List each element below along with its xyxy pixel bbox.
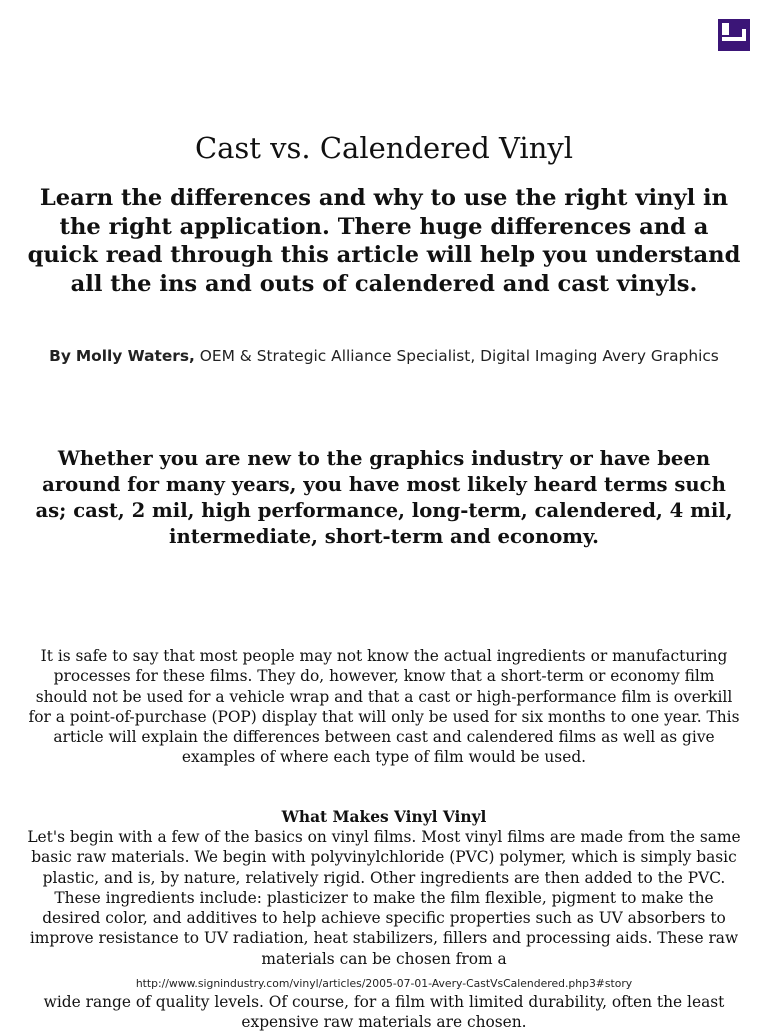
byline-role: OEM & Strategic Alliance Specialist, Digital Imaging Avery Graphics bbox=[199, 347, 719, 365]
article-lede: Whether you are new to the graphics industry or have been around for many years, you have most likely heard terms such as; cast, 2 mil, high performance, long-term, calendered, 4 mil, intermediate, short-term and economy. bbox=[35, 447, 733, 548]
byline-by-label: By bbox=[49, 347, 71, 365]
body-paragraph-continued: wide range of quality levels. Of course, for a film with limited durability, often the least expensive raw materials are chosen. bbox=[43, 993, 725, 1032]
source-url: http://www.signindustry.com/vinyl/articles/2005-07-01-Avery-CastVsCalendered.php3#story bbox=[135, 977, 633, 990]
body-paragraph-vinyl-basics: Let's begin with a few of the basics on vinyl films. Most vinyl films are made from the same basic raw materials. We begin with polyvinylchloride (PVC) polymer, which is simply basic plastic, and is, by nature, relatively rigid. Other ingredients are then added to the PVC. These ingredients include: plasticizer to make the film flexible, pigment to make the desired color, and additives to help achieve specific properties such as UV absorbers to improve resistance to UV radiation, heat stabilizers, fillers and processing aids. These raw materials can be chosen from a bbox=[27, 828, 741, 968]
body-paragraph-intro: It is safe to say that most people may not know the actual ingredients or manufacturing processes for these films. They do, however, know that a short-term or economy film should not be used for a vehicle wrap and that a cast or high-performance film is overkill for a point-of-purchase (POP) display that will only be used for six months to one year. This article will explain the differences between cast and calendered films as well as give examples of where each type of film would be used. bbox=[28, 647, 740, 767]
article-title: Cast vs. Calendered Vinyl bbox=[194, 131, 574, 165]
article-subtitle: Learn the differences and why to use the right vinyl in the right application. There huge differences and a quick read through this article will help you understand all the ins and outs of calendered and cast vinyls. bbox=[27, 185, 741, 297]
section-heading: What Makes Vinyl Vinyl bbox=[281, 808, 487, 826]
byline bbox=[40, 346, 728, 367]
publisher-logo-icon[interactable] bbox=[718, 19, 750, 51]
byline-author: Molly Waters, bbox=[75, 347, 195, 365]
